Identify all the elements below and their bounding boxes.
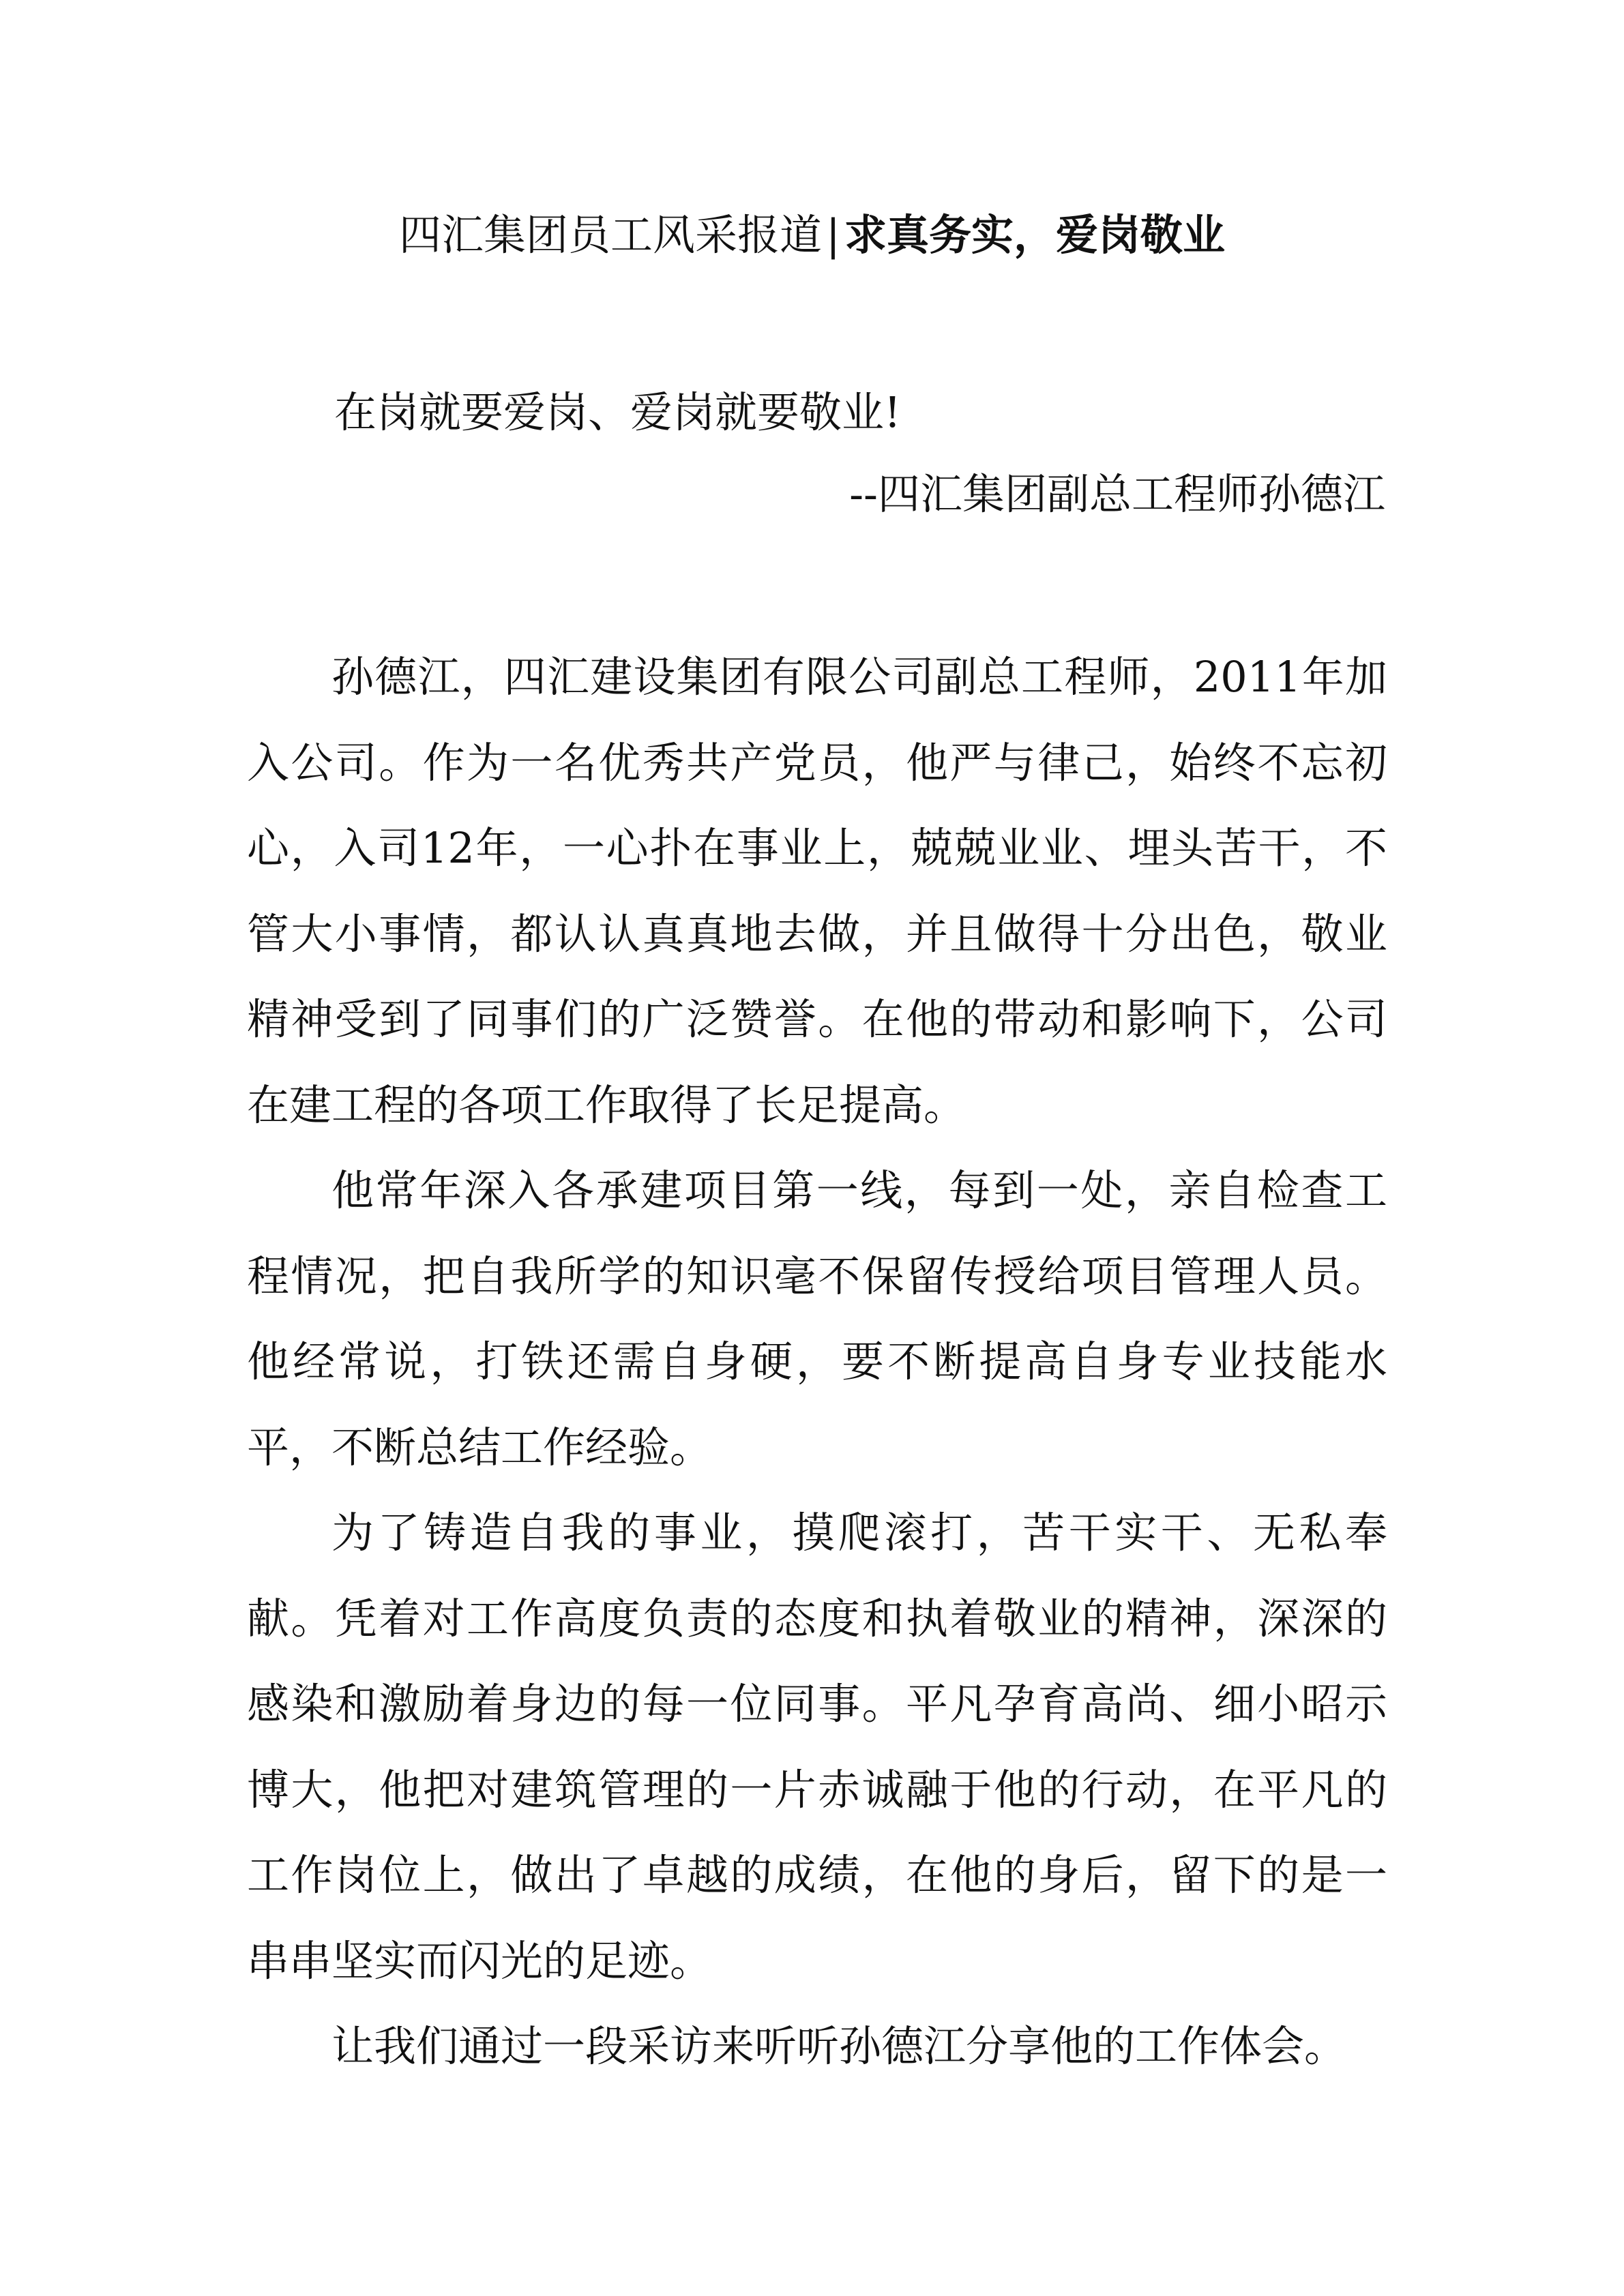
paragraph-1: 孙德江，四汇建设集团有限公司副总工程师，2011年加入公司。作为一名优秀共产党员，他严与律己，始终不忘初心，入司12年，一心扑在事业上，兢兢业业、埋头苦干，不管大小事情，都认认真真地去做，并且做得十分出色，敬业精神受到了同事们的广泛赞誉。在他的带动和影响下，公司在建工程的各项工作取得了长足提高。 — [247, 652, 1387, 1130]
title-main: 四汇集团员工风采报道 — [399, 210, 823, 260]
paragraph-2: 他常年深入各承建项目第一线，每到一处，亲自检查工程情况，把自我所学的知识毫不保留传授给项目管理人员。他经常说，打铁还需自身硬，要不断提高自身专业技能水平，不断总结工作经验。 — [247, 1165, 1387, 1472]
paragraph-4: 让我们通过一段采访来听听孙德江分享他的工作体会。 — [331, 2021, 1347, 2071]
title-separator: | — [826, 210, 840, 260]
page-title — [0, 205, 1624, 266]
motto-quote: 在岗就要爱岗、爱岗就要敬业! — [334, 387, 901, 437]
quote-attribution: --四汇集团副总工程师孙德江 — [849, 469, 1385, 519]
paragraph-3: 为了铸造自我的事业，摸爬滚打，苦干实干、无私奉献。凭着对工作高度负责的态度和执着敬业的精神，深深的感染和激励着身边的每一位同事。平凡孕育高尚、细小昭示博大，他把对建筑管理的一片赤诚融于他的行动，在平凡的工作岗位上，做出了卓越的成绩，在他的身后，留下的是一串串坚实而闪光的足迹。 — [247, 1508, 1387, 1986]
title-emphasis: 求真务实，爱岗敬业 — [844, 210, 1225, 260]
article-body — [247, 634, 1387, 2089]
